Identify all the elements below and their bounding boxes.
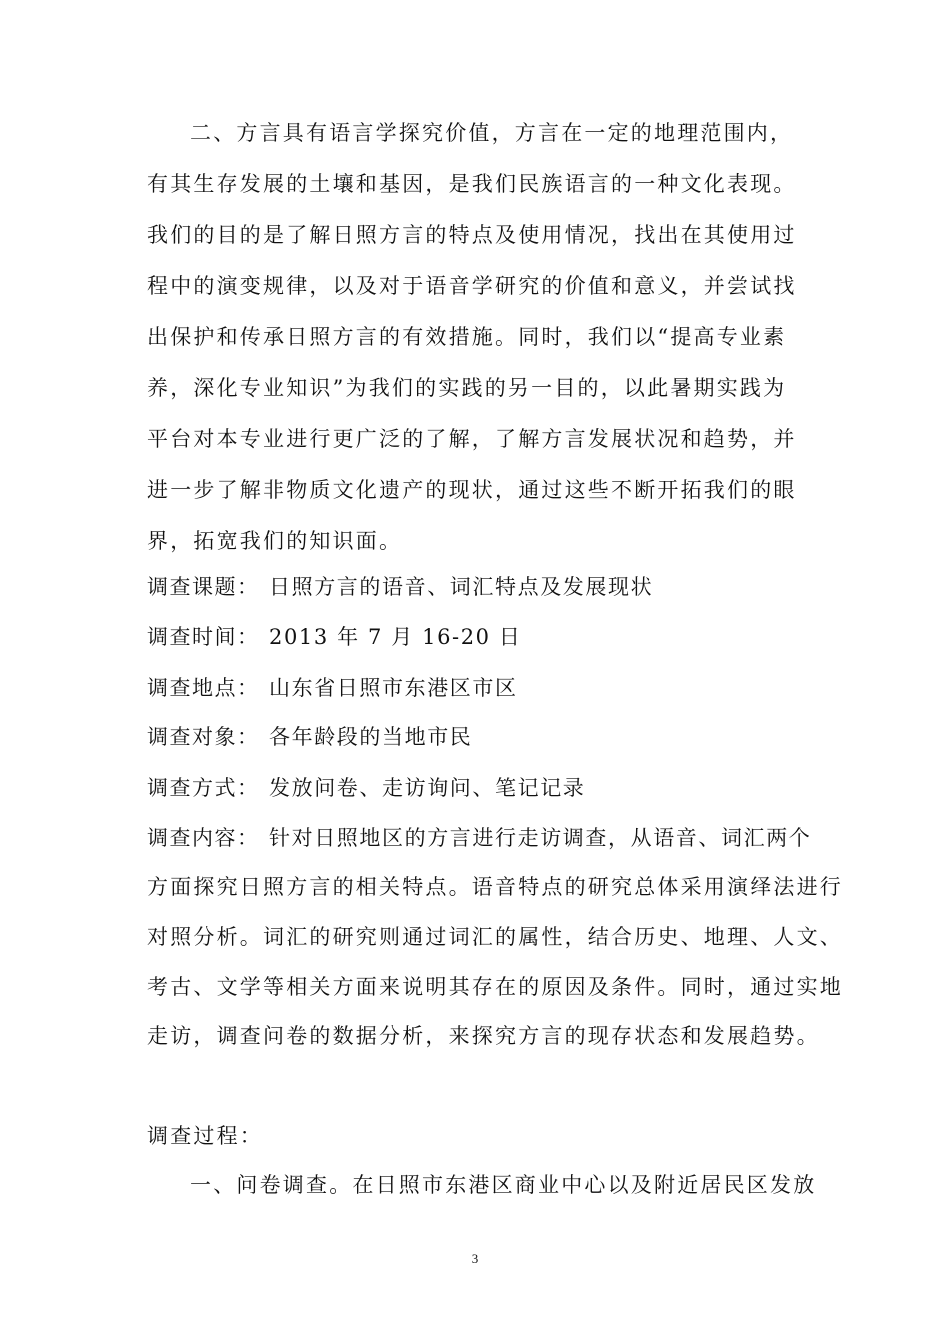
- survey-location-label: 调查地点：: [147, 676, 260, 700]
- page-number: 3: [471, 1251, 479, 1266]
- survey-content-value: 针对日照地区的方言进行走访调查，从语音、词汇两个: [269, 826, 812, 850]
- survey-topic-label: 调查课题：: [147, 575, 260, 599]
- survey-location-value: 山东省日照市东港区市区: [269, 676, 518, 700]
- process-item-1: 一、问卷调查。在日照市东港区商业中心以及附近居民区发放: [190, 1173, 817, 1197]
- content-line-2: 方面探究日照方言的相关特点。语音特点的研究总体采用演绎法进行: [147, 875, 843, 899]
- intro-line-4: 程中的演变规律，以及对于语音学研究的价值和意义，并尝试找: [147, 274, 797, 298]
- intro-line-8: 进一步了解非物质文化遗产的现状，通过这些不断开拓我们的眼: [147, 478, 797, 502]
- survey-content-label: 调查内容：: [147, 826, 260, 850]
- survey-topic-row: [147, 574, 653, 600]
- content-line-3: 对照分析。词汇的研究则通过词汇的属性，结合历史、地理、人文、: [147, 925, 843, 949]
- process-heading: 调查过程：: [147, 1124, 263, 1148]
- survey-content-row: [147, 825, 811, 851]
- content-line-5: 走访，调查问卷的数据分析，来探究方言的现存状态和发展趋势。: [147, 1024, 820, 1048]
- survey-topic-value: 日照方言的语音、词汇特点及发展现状: [269, 575, 654, 599]
- survey-time-label: 调查时间：: [147, 625, 260, 649]
- intro-line-1: 二、方言具有语言学探究价值，方言在一定的地理范围内，: [190, 121, 794, 145]
- survey-subject-label: 调查对象：: [147, 725, 260, 749]
- intro-line-7: 平台对本专业进行更广泛的了解，了解方言发展状况和趋势，并: [147, 427, 797, 451]
- intro-line-5: 出保护和传承日照方言的有效措施。同时，我们以“提高专业素: [147, 325, 787, 349]
- survey-time-value: 2013 年 7 月 16-20 日: [269, 625, 522, 649]
- intro-line-6: 养，深化专业知识”为我们的实践的另一目的，以此暑期实践为: [147, 376, 787, 400]
- survey-location-row: [147, 675, 518, 701]
- survey-method-row: [147, 775, 585, 801]
- survey-method-value: 发放问卷、走访询问、笔记记录: [269, 776, 586, 800]
- survey-subject-row: [147, 724, 472, 750]
- survey-time-row: [147, 624, 522, 650]
- survey-method-label: 调查方式：: [147, 776, 260, 800]
- intro-line-3: 我们的目的是了解日照方言的特点及使用情况，找出在其使用过: [147, 223, 797, 247]
- survey-subject-value: 各年龄段的当地市民: [269, 725, 473, 749]
- content-line-4: 考古、文学等相关方面来说明其存在的原因及条件。同时，通过实地: [147, 975, 843, 999]
- intro-line-2: 有其生存发展的土壤和基因，是我们民族语言的一种文化表现。: [147, 172, 797, 196]
- intro-line-9: 界，拓宽我们的知识面。: [147, 529, 403, 553]
